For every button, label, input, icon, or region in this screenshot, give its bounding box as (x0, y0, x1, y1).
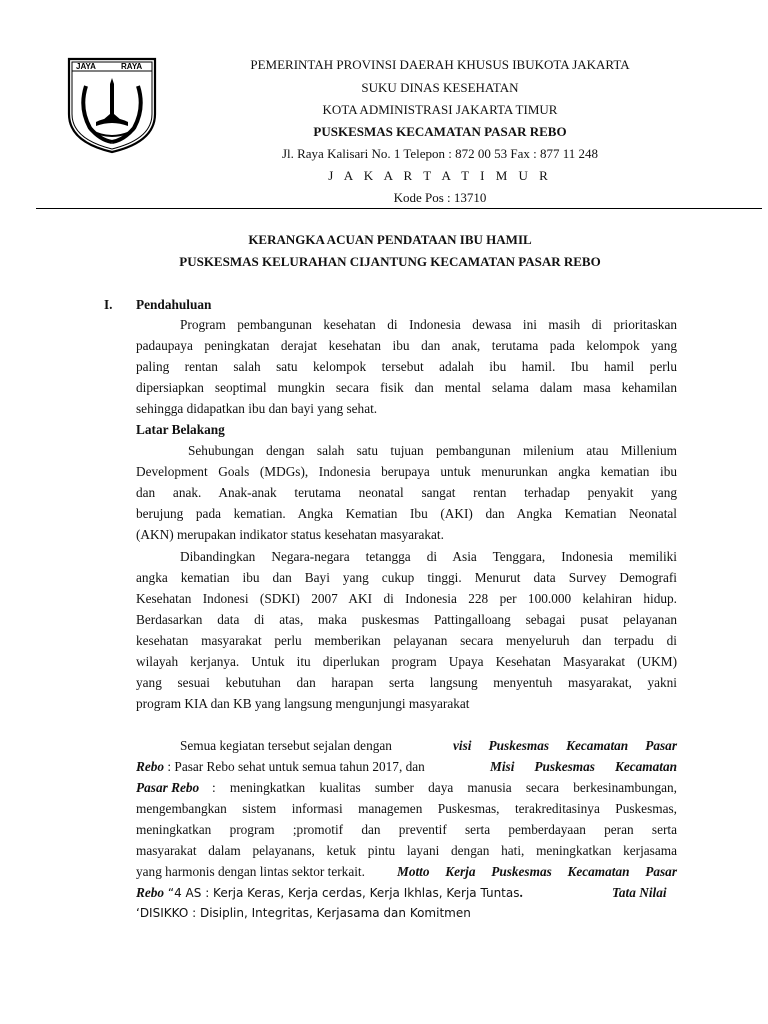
motto-text: “4 AS : Kerja Keras, Kerja cerdas, Kerja Ikhlas, Kerja Tuntas (164, 886, 520, 900)
comparison-line: program KIA dan KB yang langsung mengunjungi masyarakat (136, 696, 470, 711)
comparison-line: Berdasarkan data di atas, maka puskesmas Pattingalloang sebagai pusat pelayanan (136, 612, 677, 627)
background-line: berujung pada kematian. Angka Kematian Ibu (AKI) dan Angka Kematian Neonatal (136, 506, 677, 521)
letterhead-divider (36, 208, 762, 209)
subsection-heading: Latar Belakang (136, 422, 225, 437)
jakarta-emblem-logo (66, 56, 158, 154)
motto-intro: yang harmonis dengan lintas sektor terkait. (136, 864, 365, 879)
comparison-line: wilayah kerjanya. Untuk itu diperlukan program Upaya Kesehatan Masyarakat (UKM) (136, 654, 677, 669)
intro-line: dipersiapkan seoptimal mungkin secara fisik dan mental selama dalam masa kehamilan (136, 380, 677, 395)
vision-rebo: Rebo (136, 759, 165, 774)
letterhead-puskesmas: PUSKESMAS KECAMATAN PASAR REBO (313, 124, 567, 139)
mission-line: masyarakat dalam pelayanans, ketuk pintu layani dengan hati, meningkatkan kerjasama (136, 843, 677, 858)
vision-intro: Semua kegiatan tersebut sejalan dengan (180, 738, 392, 753)
letterhead-postal-code: Kode Pos : 13710 (393, 190, 487, 205)
section-heading: Pendahuluan (136, 297, 212, 312)
mission-line: meningkatkan program ;promotif dan preventif serta pemberdayaan peran serta (136, 822, 677, 837)
svg-text:JAYA: JAYA (76, 62, 96, 71)
vision-text: : Pasar Rebo sehat untuk semua tahun 2017, dan (164, 759, 425, 774)
letterhead-region: J A K A R T A T I M U R (328, 168, 552, 183)
svg-text:RAYA: RAYA (121, 62, 143, 71)
document-title: KERANGKA ACUAN PENDATAAN IBU HAMIL (248, 232, 532, 247)
comparison-line: Dibandingkan Negara-negara tetangga di Asia Tenggara, Indonesia memiliki (180, 549, 677, 564)
letterhead-agency: SUKU DINAS KESEHATAN (361, 80, 519, 95)
document-subtitle: PUSKESMAS KELURAHAN CIJANTUNG KECAMATAN PASAR REBO (179, 254, 601, 269)
mission-label: Misi Puskesmas Kecamatan (490, 759, 677, 774)
background-line: Development Goals (MDGs), Indonesia berupaya untuk menurunkan angka kematian ibu (136, 464, 677, 479)
values-label: Tata Nilai (612, 885, 667, 900)
comparison-line: angka kematian ibu dan Bayi yang cukup tinggi. Menurut data Survey Demografi (136, 570, 677, 585)
background-line: dan anak. Anak-anak terutama neonatal sangat rentan terhadap penyakit yang (136, 485, 677, 500)
comparison-line: Kesehatan Indonesi (SDKI) 2007 AKI di Indonesia 228 per 100.000 kelahiran hidup. (136, 591, 677, 606)
mission-line: : meningkatkan kualitas sumber daya manusia secara berkesinambungan, (212, 780, 677, 795)
intro-line: Program pembangunan kesehatan di Indonesia dewasa ini masih di prioritaskan (180, 317, 677, 332)
vision-line (136, 759, 425, 775)
motto-period: . (519, 885, 523, 900)
letterhead-government: PEMERINTAH PROVINSI DAERAH KHUSUS IBUKOTA JAKARTA (250, 57, 630, 72)
section-number: I. (104, 297, 113, 312)
letterhead-city: KOTA ADMINISTRASI JAKARTA TIMUR (322, 102, 558, 117)
comparison-line: kesehatan masyarakat perlu memberikan pelayanan secara menyeluruh dan terpadu di (136, 633, 677, 648)
intro-line: sehingga didapatkan ibu dan bayi yang sehat. (136, 401, 378, 416)
motto-rebo: Rebo (136, 885, 165, 900)
intro-line: padaupaya peningkatan derajat kesehatan ibu dan anak, terutama pada kelompok yang (136, 338, 677, 353)
vision-label: visi Puskesmas Kecamatan Pasar (453, 738, 677, 753)
comparison-line: yang sesuai kebutuhan dan harapan serta langsung menyentuh masyarakat, yakni (136, 675, 677, 690)
mission-line: mengembangkan sistem informasi managemen Puskesmas, terakreditasinya Puskesmas, (136, 801, 677, 816)
background-line: (AKN) merupakan indikator status kesehatan masyarakat. (136, 527, 444, 542)
intro-line: paling rentan salah satu kelompok tersebut adalah ibu hamil. Ibu hamil perlu (136, 359, 677, 374)
letterhead-address: Jl. Raya Kalisari No. 1 Telepon : 872 00 53 Fax : 877 11 248 (281, 146, 599, 161)
motto-label: Motto Kerja Puskesmas Kecamatan Pasar (397, 864, 677, 879)
motto-line (136, 885, 523, 901)
mission-rebo: Pasar Rebo (136, 780, 200, 795)
values-text: ‘DISIKKO : Disiplin, Integritas, Kerjasama dan Komitmen (136, 906, 471, 920)
background-line: Sehubungan dengan salah satu tujuan pembangunan milenium atau Millenium (188, 443, 677, 458)
